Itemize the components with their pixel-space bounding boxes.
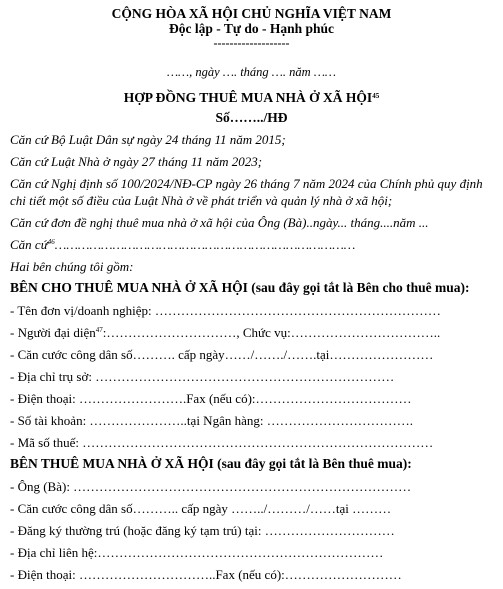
lessor-address: - Địa chỉ trụ sở: …………………………………………………………… bbox=[10, 369, 395, 384]
footnote-46: 46 bbox=[47, 238, 55, 246]
lessor-id-card: - Căn cước công dân số………. cấp ngày……/……./…….tại…………………… bbox=[10, 347, 434, 362]
parties-intro: Hai bên chúng tôi gồm: bbox=[10, 259, 134, 274]
lessee-id-card: - Căn cước công dân số……….. cấp ngày ……../………/……tại ……… bbox=[10, 501, 392, 516]
lessee-phone: - Điện thoại: …………………………..Fax (nếu có):……………………… bbox=[10, 567, 402, 582]
lessee-residence: - Đăng ký thường trú (hoặc đăng ký tạm trú) tại: ………………………… bbox=[10, 523, 395, 538]
basis-other-prefix: Căn cứ bbox=[10, 237, 48, 252]
lessor-unit-name: - Tên đơn vị/doanh nghiệp: ………………………………………………………… bbox=[10, 303, 441, 318]
footnote-45: 45 bbox=[372, 92, 380, 100]
contract-number: Số……../HĐ bbox=[215, 110, 288, 125]
contract-title bbox=[10, 90, 493, 106]
lessor-account: - Số tài khoản: …………………..tại Ngân hàng: ……………………………. bbox=[10, 413, 413, 428]
basis-other-blank: …………………………………………………………………… bbox=[54, 237, 356, 252]
basis-other bbox=[10, 236, 493, 253]
lessee-heading: BÊN THUÊ MUA NHÀ Ở XÃ HỘI (sau đây gọi tắt là Bên thuê mua): bbox=[10, 456, 412, 471]
contract-title-text: HỢP ĐỒNG THUÊ MUA NHÀ Ở XÃ HỘI bbox=[123, 90, 373, 105]
lessee-name: - Ông (Bà): …………………………………………………………………… bbox=[10, 479, 412, 494]
lessor-heading: BÊN CHO THUÊ MUA NHÀ Ở XÃ HỘI (sau đây gọi tắt là Bên cho thuê mua): bbox=[10, 280, 470, 295]
footnote-47: 47 bbox=[95, 326, 103, 334]
motto: Độc lập - Tự do - Hạnh phúc bbox=[168, 21, 335, 36]
country-header: CỘNG HÒA XÃ HỘI CHỦ NGHĨA VIỆT NAM bbox=[111, 6, 392, 21]
basis-housing-law: Căn cứ Luật Nhà ở ngày 27 tháng 11 năm 2023; bbox=[10, 154, 263, 169]
basis-civil-code: Căn cứ Bộ Luật Dân sự ngày 24 tháng 11 năm 2015; bbox=[10, 132, 286, 147]
lessor-representative-rest: :…………………………, Chức vụ:…………………………….. bbox=[102, 325, 441, 340]
lessor-phone: - Điện thoại: …………………….Fax (nếu có):……………………………… bbox=[10, 391, 412, 406]
lessor-representative-prefix: - Người đại diện bbox=[10, 325, 96, 340]
basis-application: Căn cứ đơn đề nghị thuê mua nhà ở xã hội của Ông (Bà)..ngày... tháng....năm ... bbox=[10, 215, 429, 230]
lessor-representative bbox=[10, 324, 493, 341]
lessee-contact-address: - Địa chỉ liên hệ:………………………………………………………… bbox=[10, 545, 384, 560]
lessor-tax-code: - Mã số thuế: ……………………………………………………………………… bbox=[10, 435, 434, 450]
basis-decree: Căn cứ Nghị định số 100/2024/NĐ-CP ngày 26 tháng 7 năm 2024 của Chính phủ quy định chi tiết một số điều của Luật Nhà ở về phát triển và quản lý nhà ở xã hội; bbox=[10, 176, 483, 208]
header-divider: ------------------- bbox=[213, 36, 290, 50]
date-line: ……, ngày …. tháng …. năm …… bbox=[166, 65, 337, 79]
